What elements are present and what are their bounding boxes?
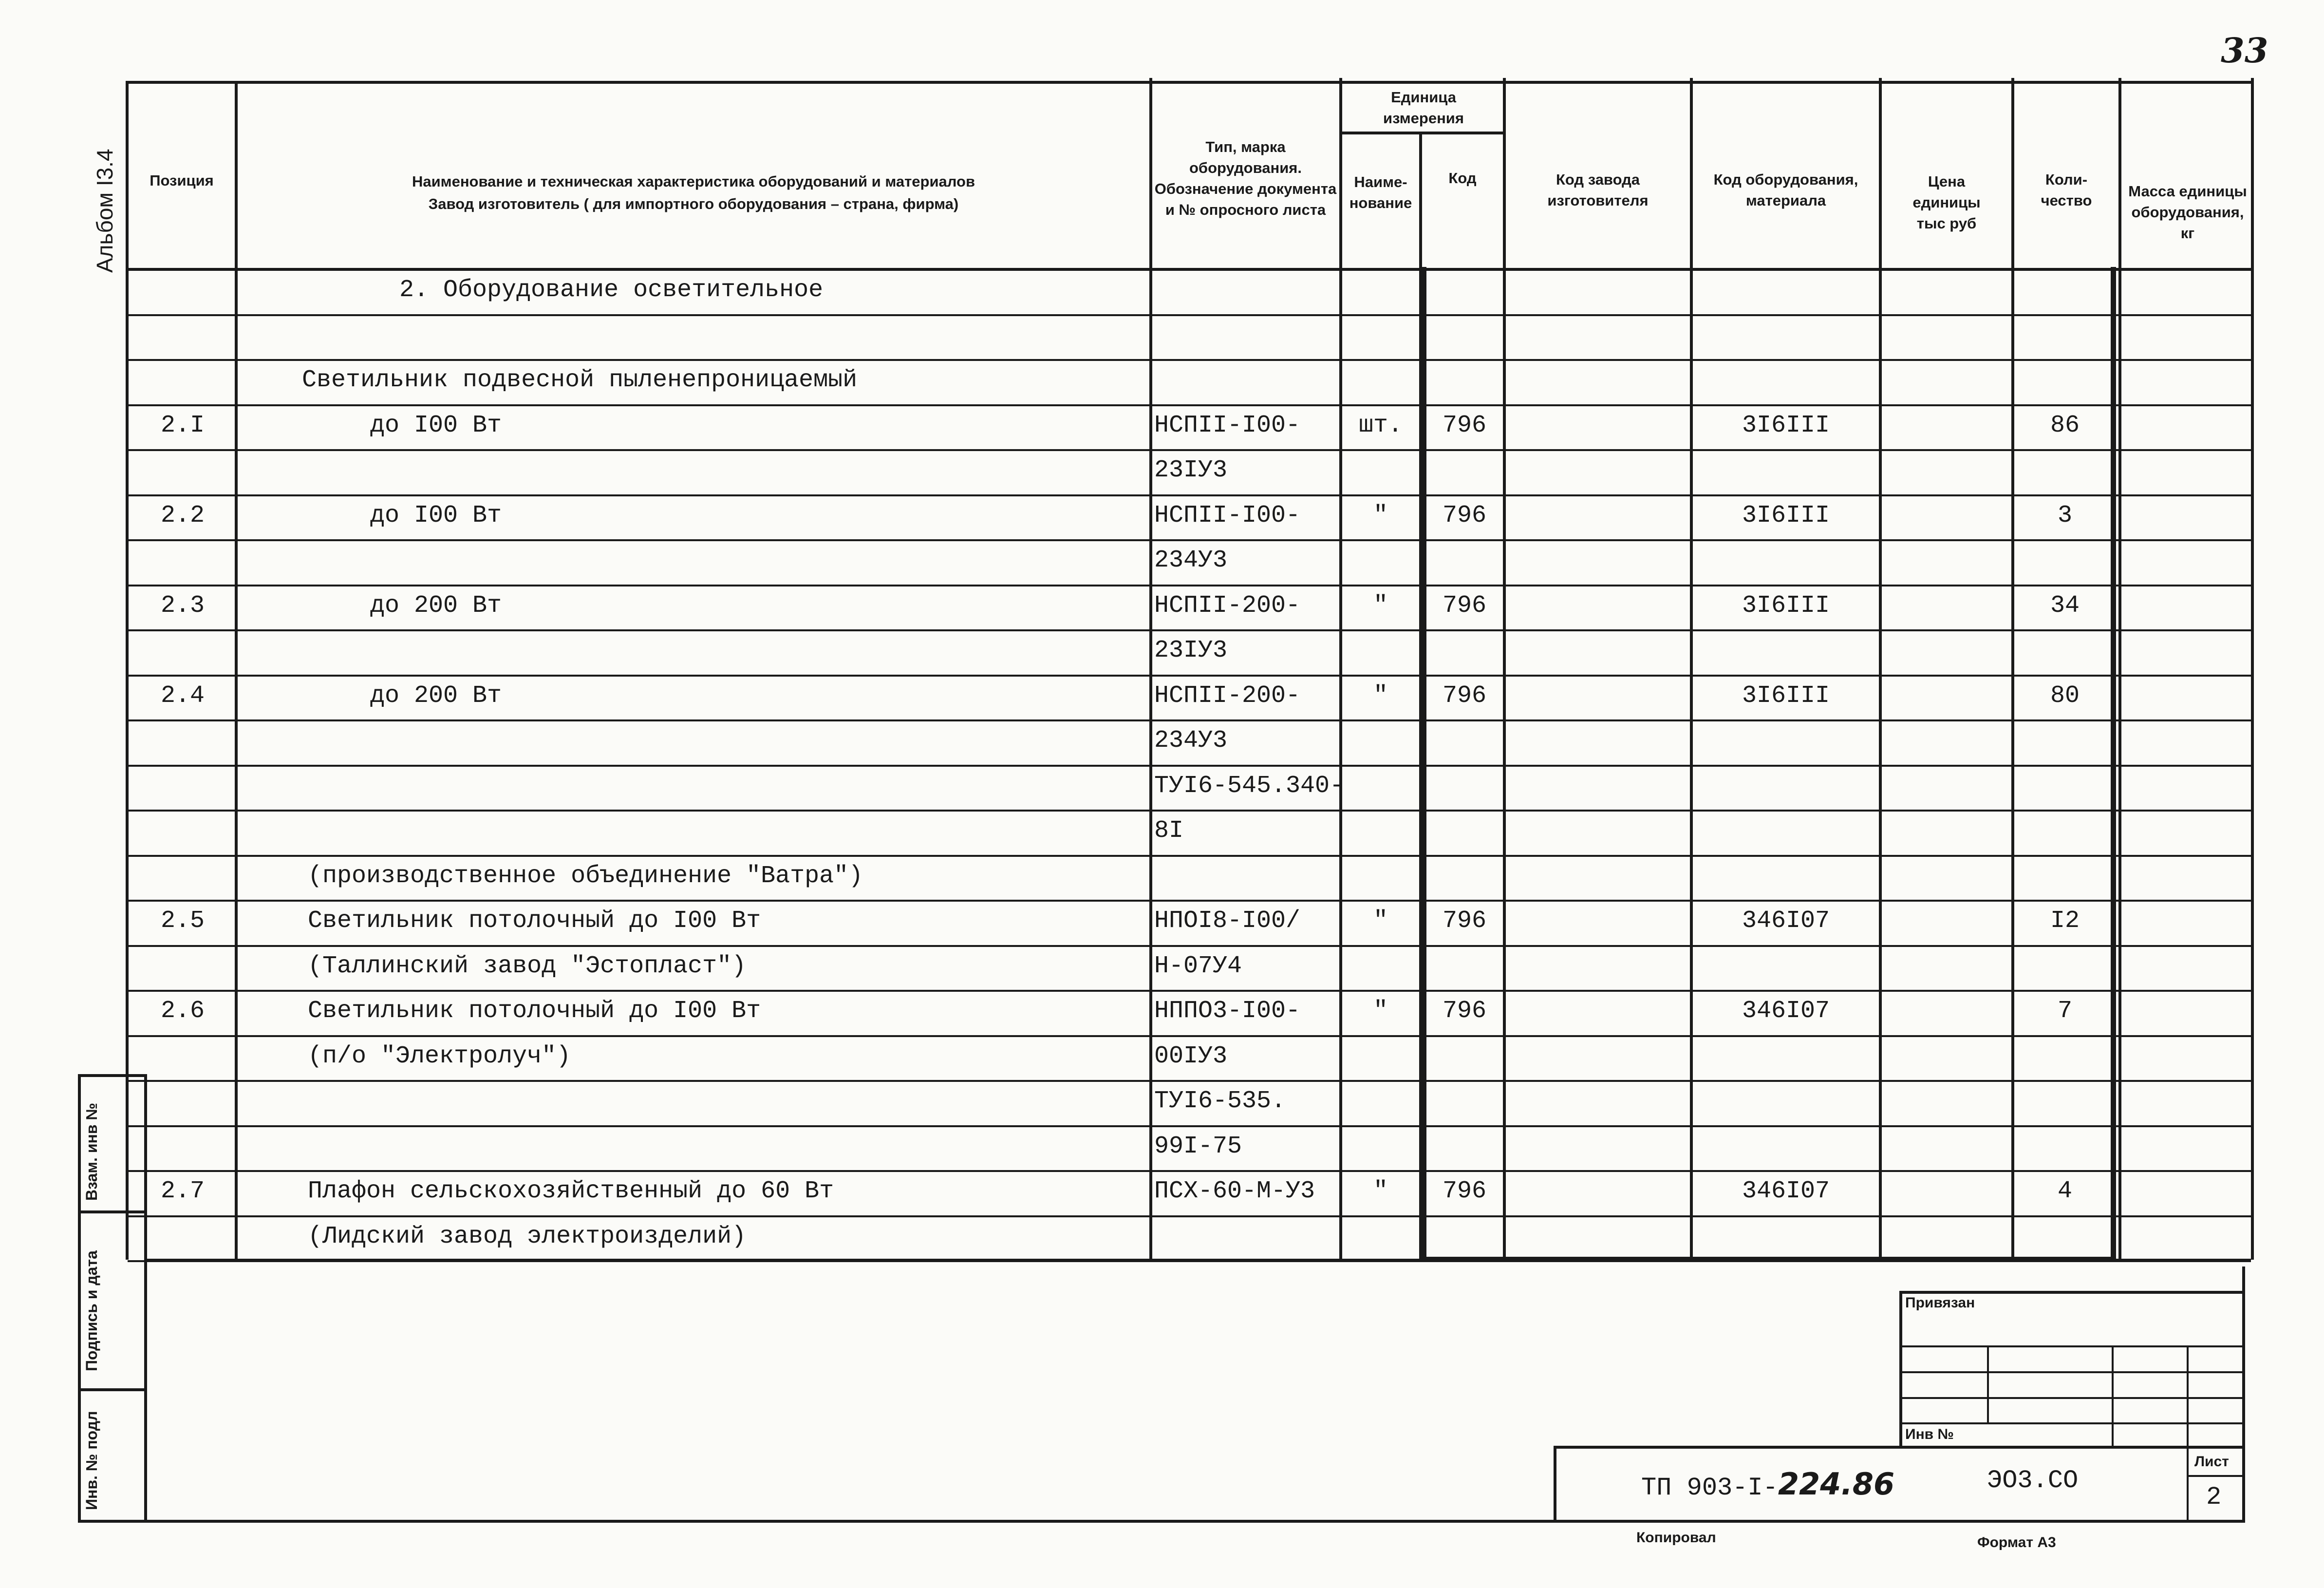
row-name: (Таллинский завод "Эстопласт") <box>308 952 747 980</box>
header-price: Цена единицы тыс руб <box>1912 172 1981 232</box>
row-name: (производственное объединение "Ватра") <box>308 862 863 890</box>
row-type: 00IУ3 <box>1154 1042 1228 1070</box>
row-equipment-code: 346I07 <box>1742 997 1830 1025</box>
row-unit: " <box>1373 1177 1388 1205</box>
row-type: ТУI6-545.340- <box>1154 772 1345 800</box>
row-position: 2.7 <box>160 1177 205 1205</box>
header-mass: Масса единицы оборудования, кг <box>2128 182 2247 242</box>
row-type: ПСХ-60-М-У3 <box>1154 1177 1315 1205</box>
doc-code-handwritten: 224.86 <box>1778 1466 1895 1502</box>
row-name: Светильник потолочный до I00 Вт <box>308 907 761 935</box>
title-sheet-number: 2 <box>2206 1483 2222 1512</box>
row-name: 2. Оборудование осветительное <box>399 276 824 304</box>
header-factory-code: Код завода изготовителя <box>1547 171 1649 209</box>
row-name: до I00 Вт <box>370 501 502 529</box>
row-position: 2.2 <box>160 501 205 529</box>
doc-code-prefix: ТП 903-I- <box>1641 1474 1778 1502</box>
row-equipment-code: 3I6III <box>1742 681 1830 710</box>
header-unit-code: Код <box>1448 169 1477 187</box>
title-inv-no: Инв № <box>1905 1426 1954 1442</box>
row-position: 2.5 <box>160 907 205 935</box>
row-name: Плафон сельскохозяйственный до 60 Вт <box>308 1177 834 1205</box>
row-code: 796 <box>1442 681 1486 710</box>
page-number: 33 <box>2221 30 2268 71</box>
row-equipment-code: 346I07 <box>1742 907 1830 935</box>
row-type: НСПII-200- <box>1154 591 1301 620</box>
row-type: НППО3-I00- <box>1154 997 1301 1025</box>
row-code: 796 <box>1442 591 1486 620</box>
row-type: НСПII-I00- <box>1154 411 1301 439</box>
title-doc-suffix: ЭО3.СО <box>1987 1466 2079 1495</box>
title-bound: Привязан <box>1905 1295 1975 1311</box>
row-equipment-code: 346I07 <box>1742 1177 1830 1205</box>
album-label: Альбом I3.4 <box>92 149 117 273</box>
header-quantity: Коли-чество <box>2041 171 2092 209</box>
row-unit: " <box>1373 591 1388 620</box>
row-type: 8I <box>1154 817 1184 845</box>
row-type: НПОI8-I00/ <box>1154 907 1301 935</box>
title-doc-code <box>1641 1466 1894 1502</box>
row-name: до 200 Вт <box>370 591 502 620</box>
row-quantity: 86 <box>2050 411 2080 439</box>
header-type: Тип, марка оборудования. Обозначение документа и № опросного листа <box>1154 138 1337 218</box>
row-name: до I00 Вт <box>370 411 502 439</box>
row-quantity: 7 <box>2057 997 2072 1025</box>
row-position: 2.I <box>160 411 205 439</box>
row-name: (п/о "Электролуч") <box>308 1042 571 1070</box>
row-type: 99I-75 <box>1154 1132 1242 1160</box>
row-name: Светильник подвесной пыленепроницаемый <box>302 366 858 394</box>
row-unit: " <box>1373 997 1388 1025</box>
row-equipment-code: 3I6III <box>1742 591 1830 620</box>
row-type: 23IУ3 <box>1154 637 1228 664</box>
row-type: 234У3 <box>1154 727 1228 755</box>
row-type: 23IУ3 <box>1154 456 1228 484</box>
row-unit: " <box>1373 907 1388 935</box>
row-equipment-code: 3I6III <box>1742 501 1830 529</box>
row-type: НСПII-200- <box>1154 681 1301 710</box>
row-code: 796 <box>1442 907 1486 935</box>
header-unit-name: Наиме-нование <box>1349 173 1412 211</box>
row-type: Н-07У4 <box>1154 952 1242 980</box>
row-name: Светильник потолочный до I00 Вт <box>308 997 761 1025</box>
row-quantity: 3 <box>2057 501 2072 529</box>
row-code: 796 <box>1442 411 1486 439</box>
row-quantity: 4 <box>2057 1177 2072 1205</box>
header-name-line1: Наименование и техническая характеристика оборудований и материалов <box>412 172 975 190</box>
stamp-inv-original: Инв. № подл <box>83 1411 100 1510</box>
row-position: 2.3 <box>160 591 205 620</box>
header-equipment-code: Код оборудования, материала <box>1713 171 1858 209</box>
footer-format: Формат А3 <box>1977 1534 2056 1550</box>
row-type: НСПII-I00- <box>1154 501 1301 529</box>
row-code: 796 <box>1442 1177 1486 1205</box>
row-unit: " <box>1373 681 1388 710</box>
header-unit-group: Единица измерения <box>1383 89 1464 127</box>
row-type: ТУI6-535. <box>1154 1087 1286 1115</box>
row-code: 796 <box>1442 501 1486 529</box>
title-sheet-label: Лист <box>2194 1454 2229 1470</box>
header-name-line2: Завод изготовитель ( для импортного оборудования – страна, фирма) <box>428 195 959 212</box>
row-quantity: 80 <box>2050 681 2080 710</box>
row-position: 2.6 <box>160 997 205 1025</box>
row-unit: шт. <box>1358 411 1403 439</box>
row-quantity: 34 <box>2050 591 2080 620</box>
row-name: до 200 Вт <box>370 681 502 710</box>
row-unit: " <box>1373 501 1388 529</box>
row-quantity: I2 <box>2050 907 2080 935</box>
row-code: 796 <box>1442 997 1486 1025</box>
row-name: (Лидский завод электроизделий) <box>308 1222 747 1250</box>
row-position: 2.4 <box>160 681 205 710</box>
row-type: 234У3 <box>1154 547 1228 574</box>
stamp-signature-date: Подпись и дата <box>83 1250 100 1371</box>
header-position: Позиция <box>150 171 214 189</box>
row-equipment-code: 3I6III <box>1742 411 1830 439</box>
stamp-replace-inv: Взам. инв № <box>83 1102 100 1201</box>
footer-copied: Копировал <box>1636 1530 1716 1546</box>
